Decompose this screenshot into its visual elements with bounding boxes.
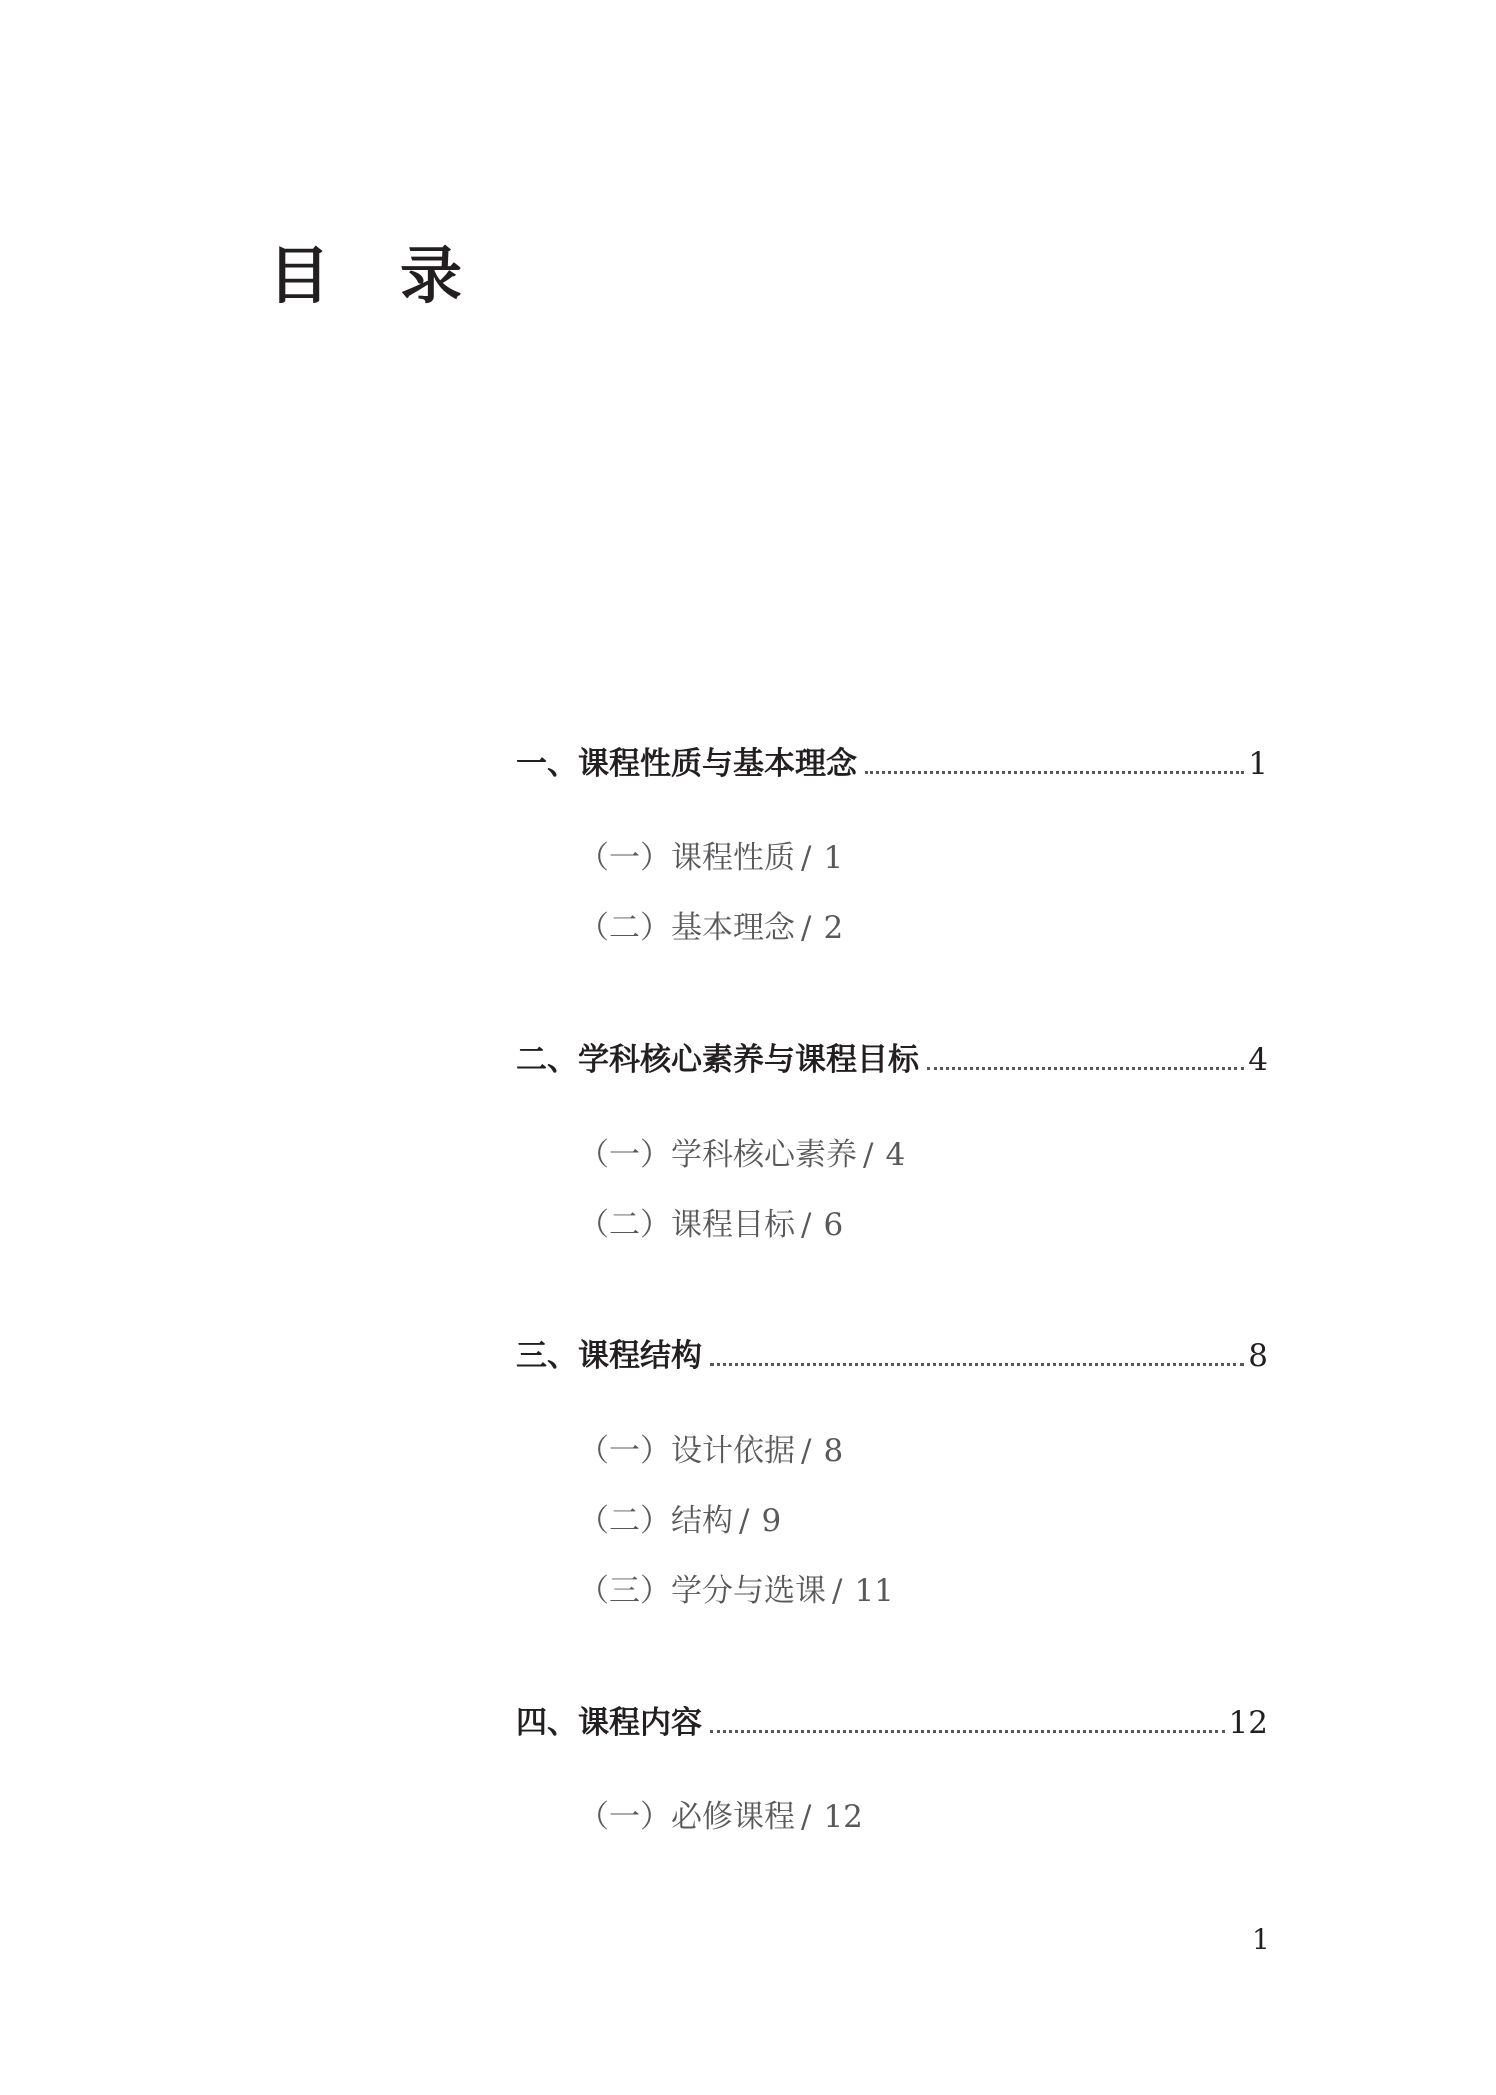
toc-subsection-page: 6: [823, 1207, 844, 1243]
toc-section-1[interactable]: [516, 742, 1268, 786]
dot-leader: [710, 1730, 1225, 1733]
toc-subsection-label[interactable]: （三）学分与选课: [578, 1573, 826, 1609]
dot-leader: [710, 1363, 1244, 1366]
toc-subsection-page: 1: [823, 840, 844, 876]
toc-subsection[interactable]: [578, 1429, 843, 1473]
toc-subsection[interactable]: [578, 1133, 905, 1177]
toc-section-page: 8: [1248, 1338, 1268, 1374]
toc-subsection[interactable]: [578, 1203, 843, 1247]
toc-subsection-label[interactable]: （二）基本理念: [578, 910, 795, 946]
toc-subsection[interactable]: [578, 1795, 863, 1839]
toc-subsection-page: 4: [885, 1137, 906, 1173]
toc-subsection-label[interactable]: （二）结构: [578, 1503, 733, 1539]
toc-separator: /: [801, 910, 812, 946]
toc-subsection-page: 11: [854, 1573, 894, 1609]
toc-subsection-page: 12: [823, 1799, 863, 1835]
toc-section-3[interactable]: [516, 1334, 1268, 1378]
toc-subsection-label[interactable]: （一）必修课程: [578, 1799, 795, 1835]
toc-subsection-label[interactable]: （一）课程性质: [578, 840, 795, 876]
toc-separator: /: [832, 1573, 843, 1609]
toc-subsection-page: 8: [823, 1433, 844, 1469]
toc-subsection[interactable]: [578, 1569, 894, 1613]
toc-subsection[interactable]: [578, 836, 843, 880]
toc-separator: /: [801, 840, 812, 876]
toc-subsection-label[interactable]: （一）设计依据: [578, 1433, 795, 1469]
page-number: 1: [1252, 1923, 1270, 1956]
toc-section-page: 4: [1248, 1042, 1268, 1078]
toc-section-title[interactable]: 二、学科核心素养与课程目标: [516, 1042, 919, 1078]
toc-section-page: 12: [1228, 1705, 1268, 1741]
toc-separator: /: [863, 1137, 874, 1173]
page-title-char-2: 录: [400, 239, 463, 312]
toc-separator: /: [801, 1433, 812, 1469]
page-title-char-1: 目: [268, 239, 331, 312]
toc-subsection[interactable]: [578, 906, 843, 950]
toc-subsection-label[interactable]: （一）学科核心素养: [578, 1137, 857, 1173]
toc-separator: /: [801, 1207, 812, 1243]
toc-subsection-page: 2: [823, 910, 844, 946]
toc-section-4[interactable]: [516, 1701, 1268, 1745]
toc-subsection[interactable]: [578, 1499, 781, 1543]
toc-section-title[interactable]: 三、课程结构: [516, 1338, 702, 1374]
toc-separator: /: [801, 1799, 812, 1835]
toc-section-title[interactable]: 一、课程性质与基本理念: [516, 746, 857, 782]
toc-subsection-label[interactable]: （二）课程目标: [578, 1207, 795, 1243]
dot-leader: [927, 1067, 1244, 1070]
toc-section-page: 1: [1248, 746, 1268, 782]
dot-leader: [865, 771, 1244, 774]
toc-section-title[interactable]: 四、课程内容: [516, 1705, 702, 1741]
toc-subsection-page: 9: [761, 1503, 782, 1539]
toc-separator: /: [739, 1503, 750, 1539]
toc-section-2[interactable]: [516, 1038, 1268, 1082]
